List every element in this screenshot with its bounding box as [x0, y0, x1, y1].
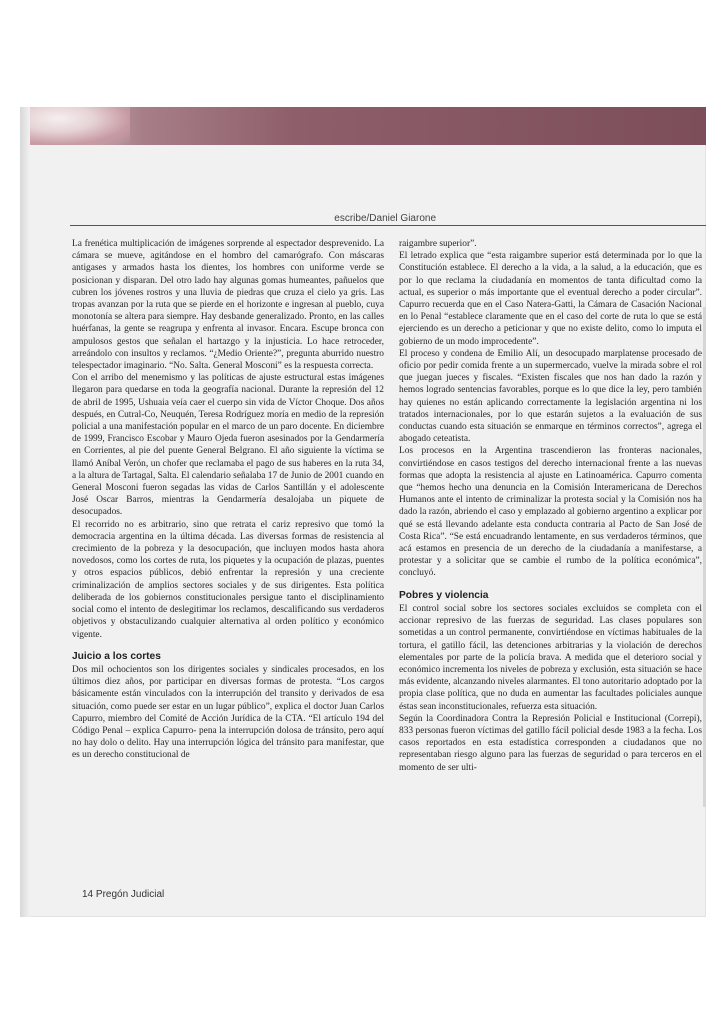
paragraph: Con el arribo del menemismo y las políticas de ajuste estructural estas imágenes llegaron para quedarse en toda la geografía nacional. Durante la represión del 12 de abril de 1995, Ushuaia veía caer el cuerpo sin vida de Víctor Choque. Dos años después, en Cutral-Co, Neuquén, Teresa Rodríguez moría en medio de la represión policial a una manifestación popular en el marco de un paro docente. En diciembre de 1999, Francisco Escobar y Mauro Ojeda fueron asesinados por la Gendarmería en Corrientes, al pie del puente General Belgrano. El año siguiente la víctima se llamó Aníbal Verón, un chofer que reclamaba el pago de sus haberes en la ruta 34, a la altura de Tartagal, Salta. El calendario señalaba 17 de Junio de 2001 cuando en General Mosconi fueron segadas las vidas de Carlos Santillán y el adolescente José Oscar Barros, mientras la Gendarmería desalojaba un piquete de desocupados. — [72, 373, 384, 518]
paragraph: El recorrido no es arbitrario, sino que retrata el cariz represivo que tomó la democracia argentina en la última década. Las diversas formas de resistencia al crecimiento de la pobreza y la desocupación, que incluyen modos hasta ahora novedosos, como los cortes de ruta, los piquetes y la ocupación de plazas, puentes y otros espacios públicos, debió enfrentar la represión y una creciente criminalización de amplios sectores sociales y de sus dirigentes. Esta política deliberada de los gobiernos constitucionales persigue tanto el disciplinamiento social como el intento de deslegitimar los reclamos, descalificando sus verdaderos objetivos y obstaculizando cualquier alternativa al orden político y económico vigente. — [72, 519, 384, 640]
page-binding-edge — [20, 107, 30, 917]
page-footer: 14 Pregón Judicial — [82, 889, 165, 900]
paragraph: La frenética multiplicación de imágenes sorprende al espectador desprevenido. La cámara se mueve, agitándose en el hombro del camarógrafo. Con máscaras antigases y armados hasta los dientes, los hombres con uniforme verde se posicionan y disparan. Del otro lado hay algunas gomas humeantes, pañuelos que cubren los jóvenes rostros y una lluvia de piedras que cruza el cielo ya gris. Las tropas avanzan por la ruta que se pierde en el horizonte e ingresan al pueblo, cuya monotonía se altera para siempre. Hay desbande generalizado. Pronto, en las calles huérfanas, la gente se reagrupa y enfrenta al invasor. Encara. Escupe bronca con ampulosos gestos que señalan el hartazgo y la injusticia. Lo hace retroceder, arreándolo con insultos y reclamos. “¿Medio Oriente?”, pregunta aburrido nuestro telespectador imaginario. “No. Salta. General Mosconi” es la respuesta correcta. — [72, 239, 384, 372]
scanned-page — [20, 107, 706, 917]
paragraph: raigambre superior”. — [399, 239, 477, 249]
page-edge-tabs — [703, 307, 706, 807]
left-column — [72, 238, 384, 762]
section-heading: Juicio a los cortes — [72, 650, 161, 662]
paragraph: Dos mil ochocientos son los dirigentes sociales y sindicales procesados, en los últimos diez años, por participar en diversas formas de protesta. “Los cargos básicamente están vinculados con la interrupción del transito y derivados de esa situación, como puede ser estar en un lugar público”, explica el doctor Juan Carlos Capurro, miembro del Comité de Acción Jurídica de la CTA. “El artículo 194 del Código Penal – explica Capurro- pena la interrupción dolosa de tránsito, pero aquí no hay dolo o delito. Hay una interrupción lógica del tránsito para manifestar, que es un derecho constitucional de — [72, 664, 384, 761]
header-photo — [20, 107, 130, 145]
paragraph: El letrado explica que “esta raigambre superior está determinada por lo que la Constitución establece. El derecho a la vida, a la salud, a la educación, que es por lo que reclama la ciudadanía en momentos de tanta dificultad como la actual, es superior o más importante que el eventual derecho a poder circular”. Capurro recuerda que en el Caso Natera-Gatti, la Cámara de Casación Nacional en lo Penal “establece claramente que en el caso del corte de ruta lo que se está ejerciendo es un derecho a peticionar y que no existe delito, como lo imputa el gobierno de un modo improcedente”. — [399, 251, 702, 347]
paragraph: Según la Coordinadora Contra la Represión Policial e Institucional (Correpi), 833 personas fueron víctimas del gatillo fácil policial desde 1983 a la fecha. Los casos reportados en esta estadística corresponden a ciudadanos que no representaban riesgo alguno para las fuerzas de seguridad o para terceros en el momento de ser ulti- — [399, 713, 702, 773]
paragraph: El control social sobre los sectores sociales excluidos se completa con el accionar represivo de las fuerzas de seguridad. Las clases populares son sometidas a un control permanente, convirtiéndose en víctimas habituales de la tortura, el gatillo fácil, las detenciones arbitrarias y la violación de derechos elementales por parte de la policía brava. A medida que el deterioro social y económico incrementa los niveles de pobreza y exclusión, esta situación se hace más evidente, alcanzando niveles alarmantes. El tono autoritario adoptado por la propia clase política, que no duda en aumentar las facultades policiales aunque éstas sean inconstitucionales, refuerza esta situación. — [399, 603, 702, 712]
paragraph: El proceso y condena de Emilio Alí, un desocupado marplatense procesado de oficio por pedir comida frente a un supermercado, vuelve la mirada sobre el rol que juegan jueces y fiscales. “Existen fiscales que nos han dado la razón y hemos logrado sentencias favorables, porque es lo que dice la ley, pero también hay quienes no están aplicando correctamente la legislación argentina ni los tratados internacionales, por lo que estarán sujetos a la evaluación de sus conductas cuando esta situación se enmarque en términos correctos”, agrega el abogado ceteatista. — [399, 348, 702, 445]
section-heading: Pobres y violencia — [399, 589, 489, 601]
paragraph: Los procesos en la Argentina trascendieron las fronteras nacionales, convirtiéndose en casos testigos del derecho internacional frente a las nuevas formas que adopta la resistencia al ajuste en Latinoamérica. Capurro comenta que “hemos hecho una denuncia en la Comisión Interamericana de Derechos Humanos ante el intento de criminalizar la protesta social y la Comisión nos ha dado la razón, abriendo el caso y emplazado al gobierno argentino a explicar por qué se está llevando adelante esta conducta contraria al Pacto de San José de Costa Rica”. “Se está encuadrando lentamente, en sus verdaderos términos, que acá estamos en presencia de un derecho de la ciudadanía a manifestarse, a protestar y a solicitar que se cambie el rumbo de la política económica”, concluyó. — [399, 446, 702, 579]
right-column — [399, 238, 702, 774]
byline: escribe/Daniel Giarone — [334, 213, 436, 224]
header-rule — [70, 225, 706, 226]
